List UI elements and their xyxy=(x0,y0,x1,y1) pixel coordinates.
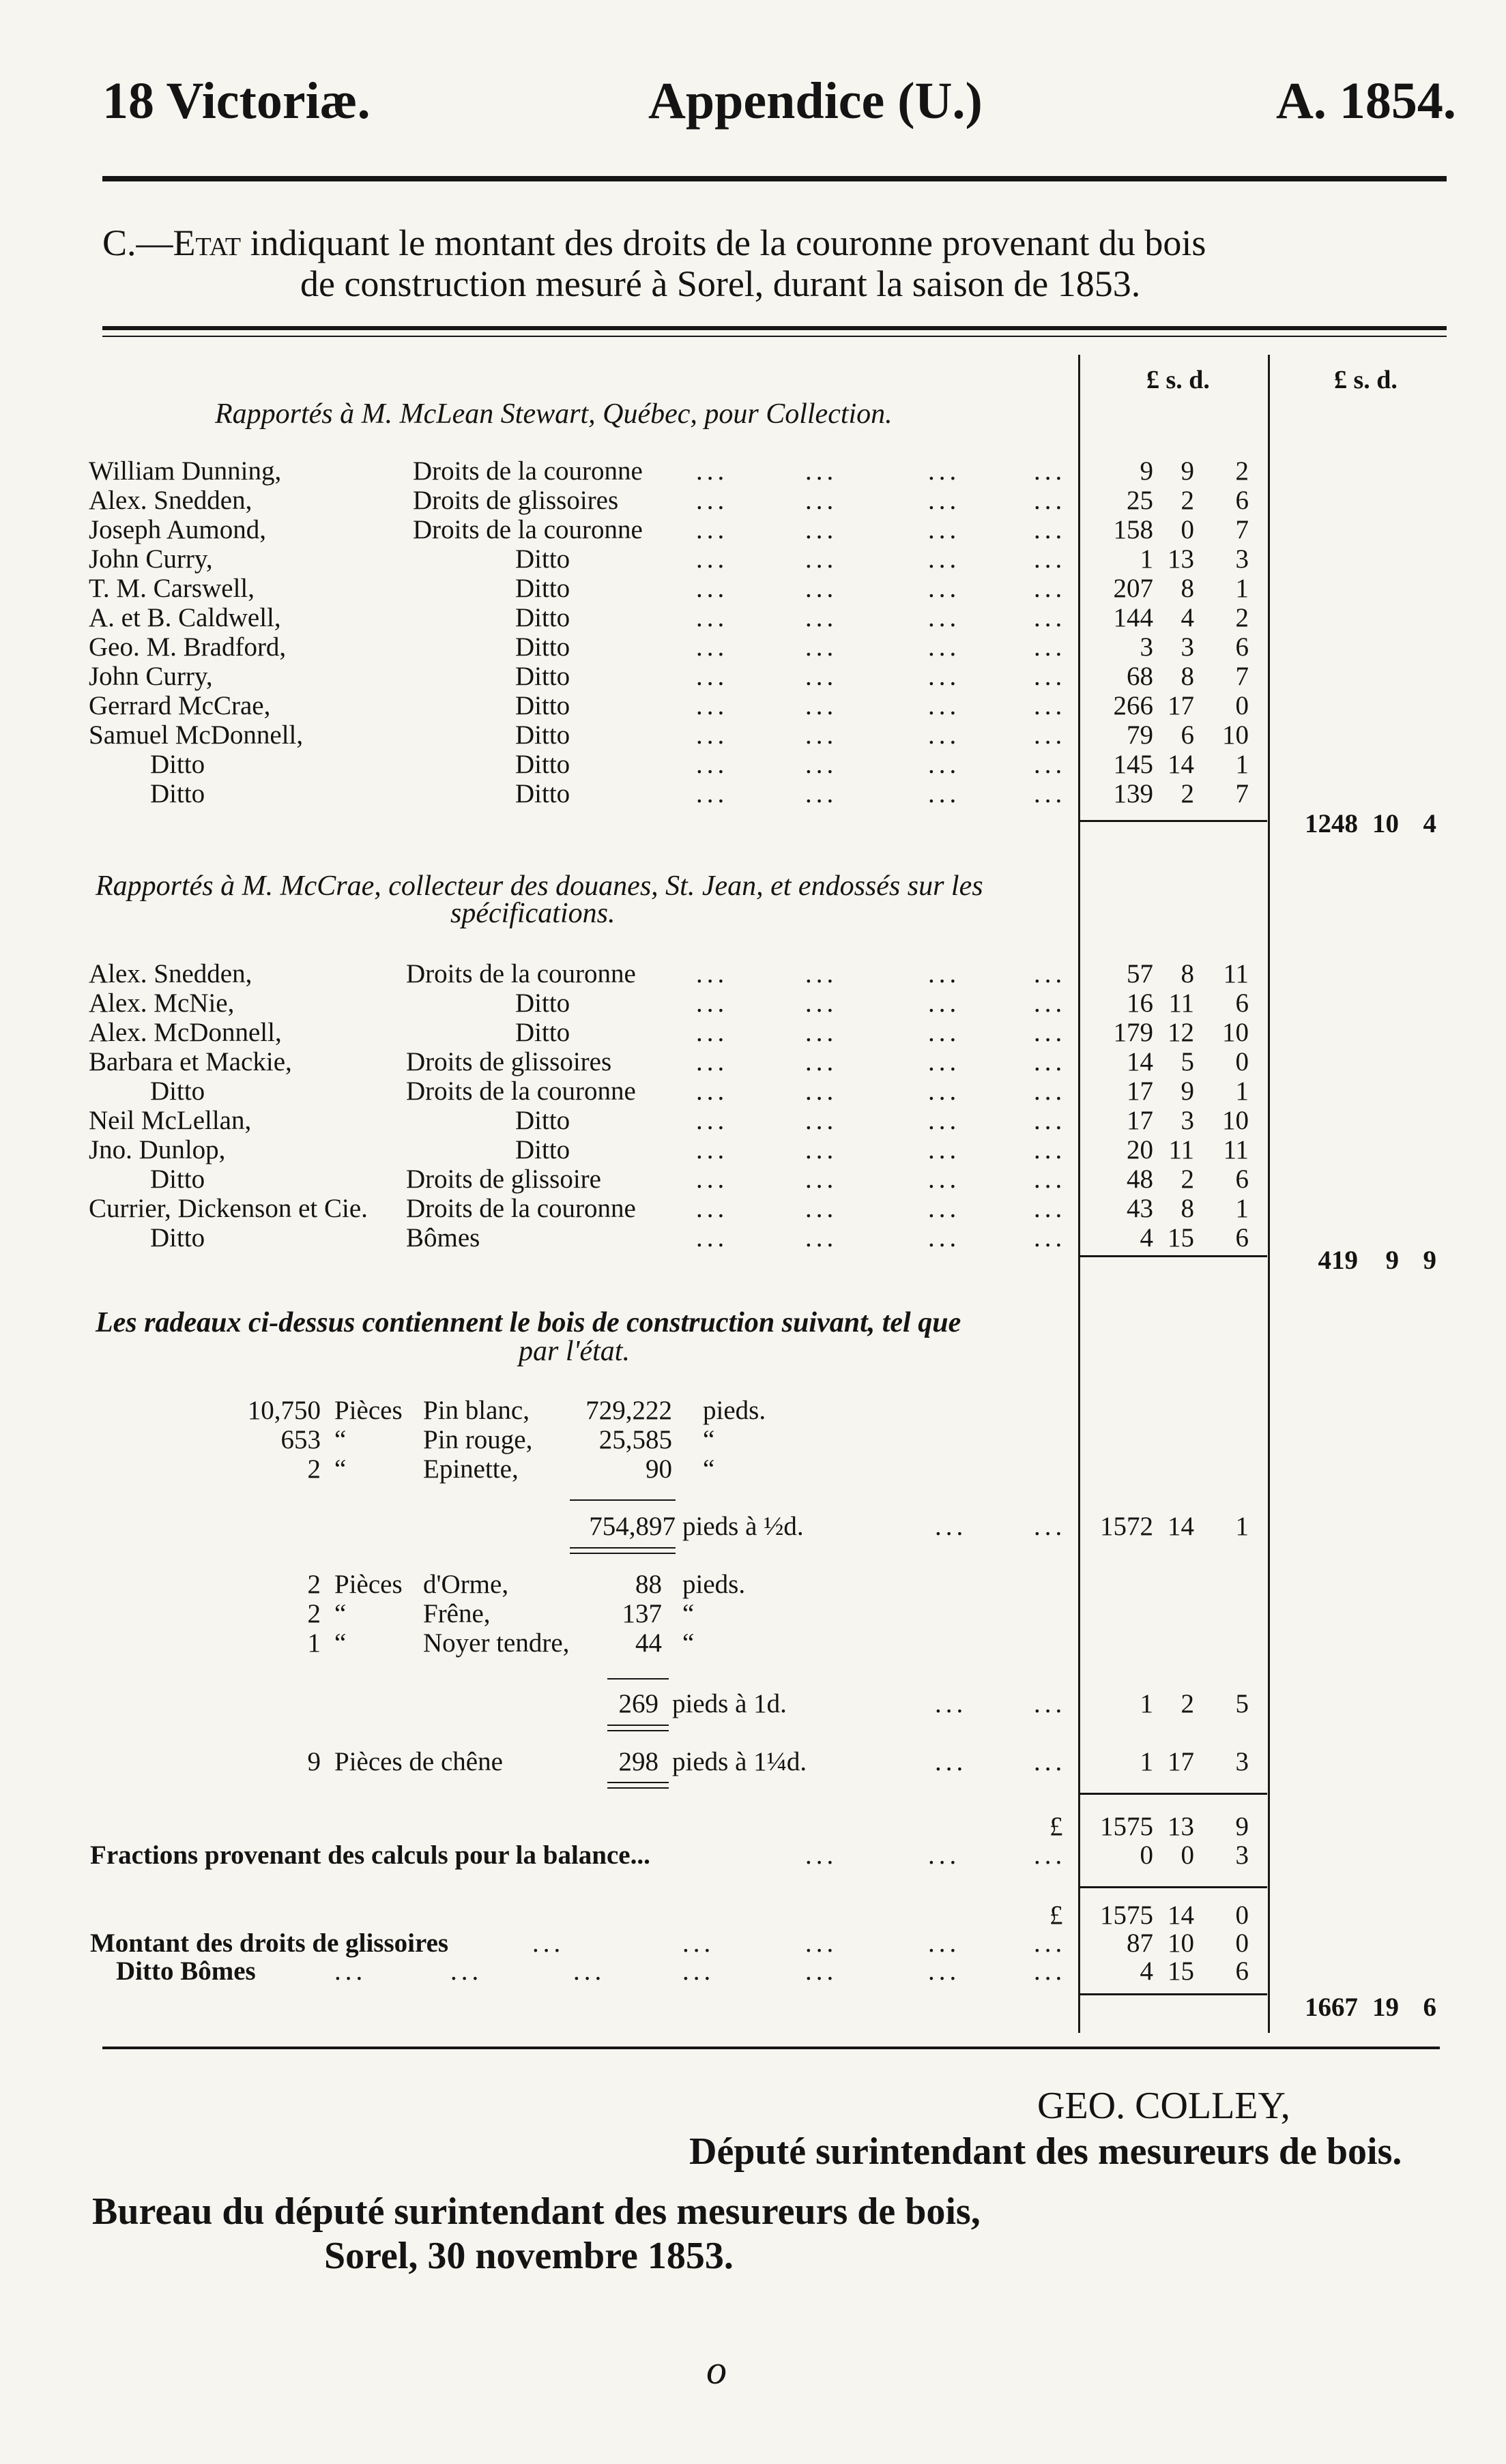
ledger-row: John Curry, Ditto ... ... ... ... 1 13 3 xyxy=(89,544,1249,574)
header-left: 18 Victoriæ. xyxy=(102,72,371,130)
header-right: A. 1854. xyxy=(1276,72,1456,130)
ledger-row: Geo. M. Bradford, Ditto ... ... ... ... 3 3 6 xyxy=(89,632,1249,662)
ledger-row: John Curry, Ditto ... ... ... ... 68 8 7 xyxy=(89,662,1249,691)
pound-sign: £ xyxy=(1049,1812,1063,1841)
ledger-row: Ditto Droits de la couronne ... ... ... ... 17 9 1 xyxy=(150,1076,1249,1106)
ledger-row: Alex. McDonnell, Ditto ... ... ... ... 179 12 10 xyxy=(89,1018,1249,1047)
office-line-2: Sorel, 30 novembre 1853. xyxy=(324,2235,734,2277)
bomes-row: Ditto Bômes ... ... ... ... ... ... ... 4 15 6 xyxy=(116,1956,1249,1986)
ledger-row: Samuel McDonnell, Ditto ... ... ... ... 79 6 10 xyxy=(89,720,1249,750)
wood-row: 2 Pièces d'Orme, 88 pieds. xyxy=(307,1570,746,1599)
ledger-row: A. et B. Caldwell, Ditto ... ... ... ... 144 4 2 xyxy=(89,603,1249,632)
oak-rule-2 xyxy=(607,1787,669,1789)
pine-sum-rule xyxy=(570,1499,676,1501)
ledger-row: Ditto Bômes ... ... ... ... 4 15 6 xyxy=(150,1223,1249,1252)
header-rule xyxy=(102,176,1447,181)
ledger-row: Ditto Droits de glissoire ... ... ... ... 48 2 6 xyxy=(150,1164,1249,1194)
grand-row: £ 1575 14 0 xyxy=(1049,1901,1249,1930)
section2-total: 419 9 9 xyxy=(1318,1246,1436,1275)
header-center: Appendice (U.) xyxy=(648,72,983,130)
ledger-row: Ditto Ditto ... ... ... ... 145 14 1 xyxy=(150,750,1249,779)
title-line-2: de construction mesuré à Sorel, durant la saison de 1853. xyxy=(300,263,1141,304)
subtotal-rule xyxy=(1080,1793,1267,1795)
ledger-row: Alex. Snedden, Droits de la couronne ... ... ... ... 57 8 11 xyxy=(89,959,1249,988)
pine-total-row: 754,897 pieds à ½d. ... ... 1572 14 1 xyxy=(589,1512,1249,1541)
office-line-1: Bureau du député surintendant des mesureurs de bois, xyxy=(92,2190,981,2233)
fractions-rule xyxy=(1080,1886,1267,1888)
hard-double-rule-2 xyxy=(607,1730,669,1731)
section3-heading-2: par l'état. xyxy=(519,1336,630,1367)
signature-name: GEO. COLLEY, xyxy=(1037,2085,1290,2127)
ledger-row: William Dunning, Droits de la couronne ... ... ... ... 9 9 2 xyxy=(89,456,1249,486)
ledger-row: Neil McLellan, Ditto ... ... ... ... 17 3 10 xyxy=(89,1106,1249,1135)
wood-row: 10,750 Pièces Pin blanc, 729,222 pieds. xyxy=(247,1396,766,1425)
wood-row: 653 “ Pin rouge, 25,585 “ xyxy=(280,1425,715,1454)
oak-rule-1 xyxy=(607,1782,669,1783)
glissoires-row: Montant des droits de glissoires ... ... ... ... ... 87 10 0 xyxy=(90,1928,1249,1958)
pine-double-rule-1 xyxy=(570,1547,676,1549)
page-number: o xyxy=(706,2347,727,2392)
section1-total: 1248 10 4 xyxy=(1305,809,1436,838)
ledger-row: Alex. McNie, Ditto ... ... ... ... 16 11 6 xyxy=(89,988,1249,1018)
section3-heading: Les radeaux ci-dessus contiennent le bois de construction suivant, tel que xyxy=(96,1307,961,1338)
wood-row: 2 “ Frêne, 137 “ xyxy=(307,1599,695,1628)
ledger-row: T. M. Carswell, Ditto ... ... ... ... 207 8 1 xyxy=(89,574,1249,603)
subtotal-row: £ 1575 13 9 xyxy=(1049,1812,1249,1841)
ledger-row: Jno. Dunlop, Ditto ... ... ... ... 20 11 11 xyxy=(89,1135,1249,1164)
signature-role: Député surintendant des mesureurs de bois. xyxy=(689,2130,1402,2173)
col2-header: £ s. d. xyxy=(1334,366,1398,394)
title-rule-thin xyxy=(102,336,1447,337)
hard-total-row: 269 pieds à 1d. ... ... 1 2 5 xyxy=(618,1689,1249,1718)
hard-sum-rule xyxy=(607,1678,669,1680)
bottom-rule xyxy=(102,2047,1440,2049)
oak-row: 9 Pièces de chêne 298 pieds à 1¼d. ... ... 1 17 3 xyxy=(307,1747,1249,1776)
title-rule-thick xyxy=(102,326,1447,330)
pine-double-rule-2 xyxy=(570,1553,676,1554)
title-line-1: C.—Etat indiquant le montant des droits de la couronne provenant du bois xyxy=(102,222,1206,263)
wood-row: 2 “ Epinette, 90 “ xyxy=(307,1454,715,1484)
fractions-row: Fractions provenant des calculs pour la balance... ... ... ... 0 0 3 xyxy=(90,1840,1249,1870)
hard-double-rule-1 xyxy=(607,1725,669,1726)
section1-heading: Rapportés à M. McLean Stewart, Québec, pour Collection. xyxy=(215,398,893,430)
ledger-row: Currier, Dickenson et Cie. Droits de la couronne ... ... ... ... 43 8 1 xyxy=(89,1194,1249,1223)
wood-row: 1 “ Noyer tendre, 44 “ xyxy=(307,1628,695,1658)
ledger-row: Barbara et Mackie, Droits de glissoires ... ... ... ... 14 5 0 xyxy=(89,1047,1249,1076)
ledger-row: Alex. Snedden, Droits de glissoires ... ... ... ... 25 2 6 xyxy=(89,486,1249,515)
ledger-row: Gerrard McCrae, Ditto ... ... ... ... 266 17 0 xyxy=(89,691,1249,720)
col1-header: £ s. d. xyxy=(1146,366,1210,394)
section2-heading-2: spécifications. xyxy=(450,898,616,929)
section2-heading: Rapportés à M. McCrae, collecteur des douanes, St. Jean, et endossés sur les xyxy=(96,870,983,902)
ledger-row: Ditto Ditto ... ... ... ... 139 2 7 xyxy=(150,779,1249,808)
pound-sign-2: £ xyxy=(1049,1901,1063,1930)
final-total: 1667 19 6 xyxy=(1305,1993,1436,2022)
ledger-row: Joseph Aumond, Droits de la couronne ... ... ... ... 158 0 7 xyxy=(89,515,1249,544)
